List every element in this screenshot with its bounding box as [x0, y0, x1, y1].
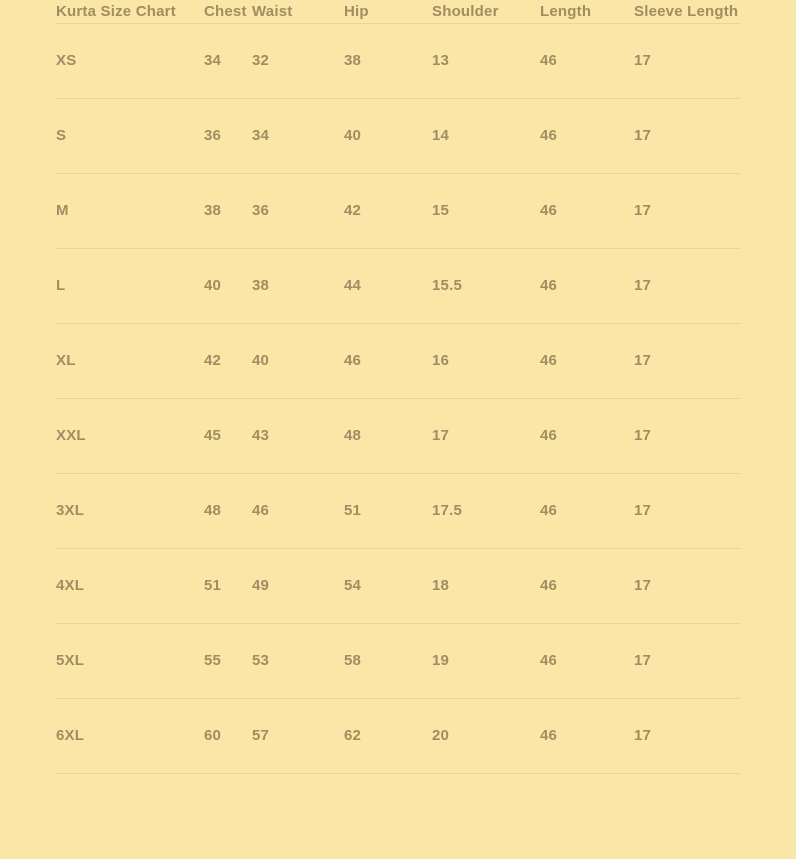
- cell-waist: 38: [252, 249, 344, 324]
- column-header-chest: Chest: [204, 0, 252, 24]
- cell-chest: 51: [204, 549, 252, 624]
- cell-waist: 43: [252, 399, 344, 474]
- cell-hip: 40: [344, 99, 432, 174]
- cell-sleeve-length: 17: [634, 474, 740, 549]
- cell-chest: 36: [204, 99, 252, 174]
- cell-shoulder: 15.5: [432, 249, 540, 324]
- cell-chest: 42: [204, 324, 252, 399]
- cell-length: 46: [540, 174, 634, 249]
- cell-chest: 40: [204, 249, 252, 324]
- table-row: [56, 474, 740, 549]
- cell-shoulder: 14: [432, 99, 540, 174]
- table-row: [56, 624, 740, 699]
- cell-size: 5XL: [56, 624, 204, 699]
- cell-waist: 46: [252, 474, 344, 549]
- cell-size: XS: [56, 24, 204, 99]
- cell-hip: 38: [344, 24, 432, 99]
- cell-size: 6XL: [56, 699, 204, 774]
- cell-size: XL: [56, 324, 204, 399]
- cell-length: 46: [540, 699, 634, 774]
- cell-length: 46: [540, 249, 634, 324]
- cell-chest: 55: [204, 624, 252, 699]
- cell-chest: 60: [204, 699, 252, 774]
- cell-sleeve-length: 17: [634, 699, 740, 774]
- column-header-sleeve-length: Sleeve Length: [634, 0, 740, 24]
- table-body: [56, 24, 740, 774]
- table-row: [56, 24, 740, 99]
- table-row: [56, 174, 740, 249]
- cell-length: 46: [540, 24, 634, 99]
- cell-shoulder: 15: [432, 174, 540, 249]
- cell-sleeve-length: 17: [634, 24, 740, 99]
- cell-length: 46: [540, 324, 634, 399]
- cell-hip: 58: [344, 624, 432, 699]
- cell-size: L: [56, 249, 204, 324]
- cell-hip: 54: [344, 549, 432, 624]
- cell-waist: 40: [252, 324, 344, 399]
- cell-length: 46: [540, 549, 634, 624]
- cell-chest: 45: [204, 399, 252, 474]
- cell-hip: 48: [344, 399, 432, 474]
- table-row: [56, 699, 740, 774]
- cell-length: 46: [540, 624, 634, 699]
- cell-waist: 34: [252, 99, 344, 174]
- cell-sleeve-length: 17: [634, 549, 740, 624]
- cell-length: 46: [540, 474, 634, 549]
- cell-sleeve-length: 17: [634, 399, 740, 474]
- cell-waist: 36: [252, 174, 344, 249]
- table-row: [56, 99, 740, 174]
- cell-size: XXL: [56, 399, 204, 474]
- table-row: [56, 324, 740, 399]
- cell-shoulder: 13: [432, 24, 540, 99]
- cell-sleeve-length: 17: [634, 99, 740, 174]
- cell-hip: 51: [344, 474, 432, 549]
- table-header-row: [56, 0, 740, 24]
- cell-chest: 48: [204, 474, 252, 549]
- cell-size: 3XL: [56, 474, 204, 549]
- cell-sleeve-length: 17: [634, 249, 740, 324]
- cell-sleeve-length: 17: [634, 624, 740, 699]
- table-row: [56, 399, 740, 474]
- cell-hip: 44: [344, 249, 432, 324]
- table-row: [56, 549, 740, 624]
- cell-shoulder: 16: [432, 324, 540, 399]
- table-row: [56, 249, 740, 324]
- column-header-length: Length: [540, 0, 634, 24]
- table-header: [56, 0, 740, 24]
- cell-chest: 34: [204, 24, 252, 99]
- cell-size: S: [56, 99, 204, 174]
- cell-size: M: [56, 174, 204, 249]
- cell-sleeve-length: 17: [634, 174, 740, 249]
- cell-hip: 62: [344, 699, 432, 774]
- cell-waist: 53: [252, 624, 344, 699]
- cell-chest: 38: [204, 174, 252, 249]
- cell-shoulder: 17: [432, 399, 540, 474]
- column-header-hip: Hip: [344, 0, 432, 24]
- cell-shoulder: 17.5: [432, 474, 540, 549]
- cell-sleeve-length: 17: [634, 324, 740, 399]
- column-header-shoulder: Shoulder: [432, 0, 540, 24]
- column-header-waist: Waist: [252, 0, 344, 24]
- cell-hip: 42: [344, 174, 432, 249]
- cell-length: 46: [540, 399, 634, 474]
- cell-waist: 49: [252, 549, 344, 624]
- cell-length: 46: [540, 99, 634, 174]
- cell-waist: 57: [252, 699, 344, 774]
- cell-shoulder: 19: [432, 624, 540, 699]
- cell-shoulder: 18: [432, 549, 540, 624]
- cell-shoulder: 20: [432, 699, 540, 774]
- cell-size: 4XL: [56, 549, 204, 624]
- cell-hip: 46: [344, 324, 432, 399]
- cell-waist: 32: [252, 24, 344, 99]
- kurta-size-chart-table: [56, 0, 740, 774]
- column-header-size: Kurta Size Chart: [56, 0, 204, 24]
